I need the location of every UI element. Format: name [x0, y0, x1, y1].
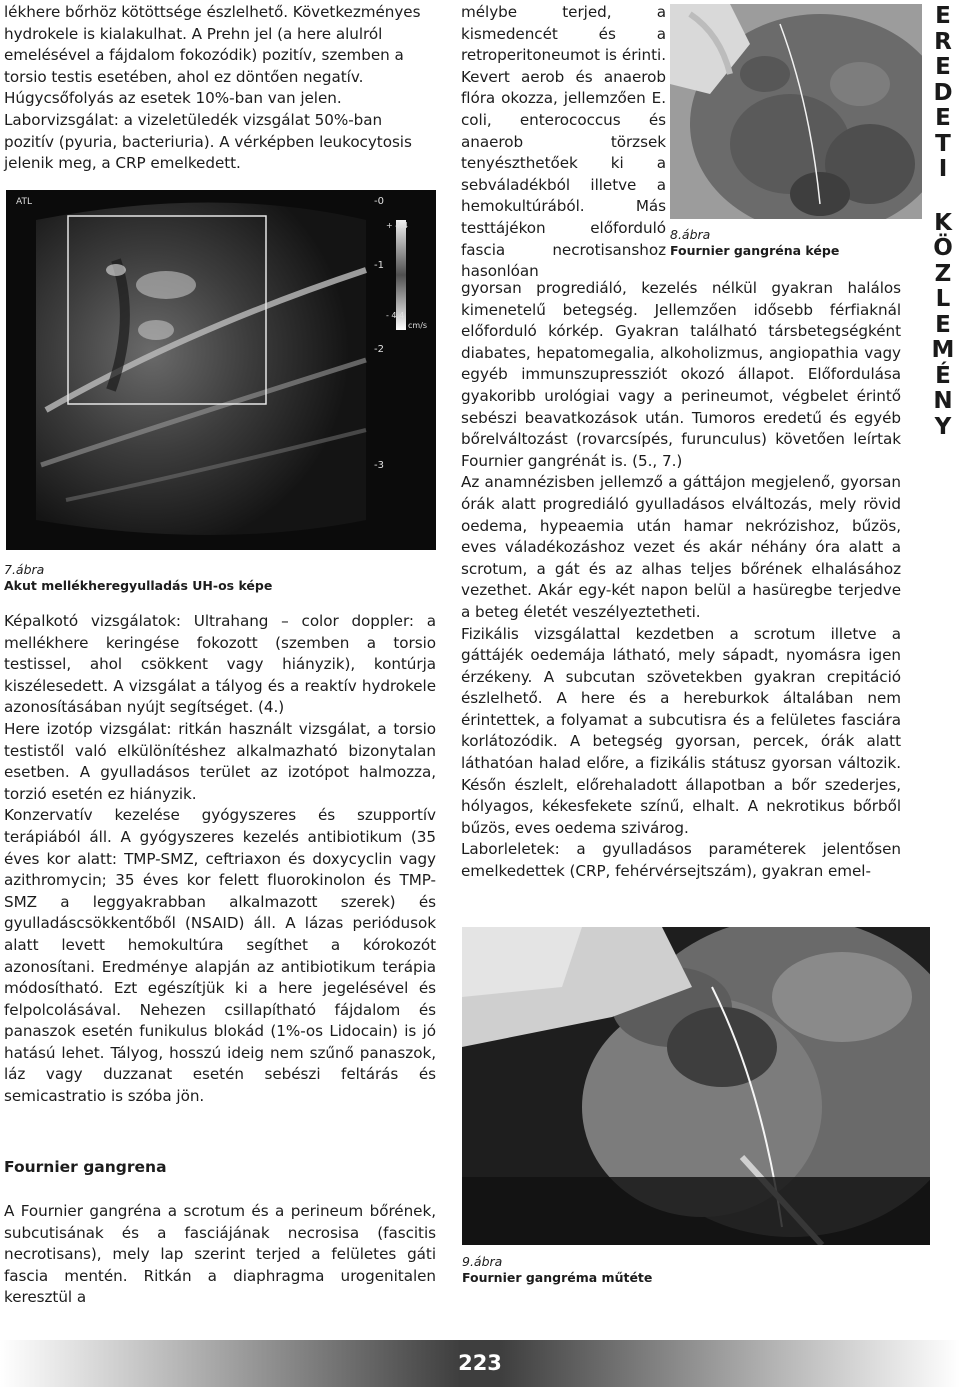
intro-paragraph: lékhere bőrhöz kötöttsége észlelhető. Következményes hydrokele is kialakulhat. A Prehn jel (a here alulról emelésével a fájdalom fokozódik) pozitív, szemben a torsio testis esetében, ahol ez döntően negatív. Húgycsőfolyás az esetek 10%-ban van jelen. — [4, 3, 421, 108]
ultrasound-image — [6, 190, 436, 550]
treatment-paragraph: Konzervatív kezelése gyógyszeres és szupportív terápiából áll. A gyógyszeres kezelés antibiotikum (35 éves kor alatt: TMP-SMZ, ceftriaxon és doxycyclin vagy azithromycin; 35 éves kor felett fluorokinolon és TMP-SMZ a leggyakrabban alkalmazott szerek) és gyulladáscsökkentőből (NSAID) áll. A lázas periódusok alatt levett hemokultúra segíthet a kórokozót azonosítani. Eredménye alapján az antibiotikum terápia módosítható. Ezt egészítjük ki a here jegelésével és felpolcolásával. Nehezen csillapítható fájdalom és panaszok esetén funikulus blokád (1%-os Lidocain) is jó hatású lehet. Tályog, hosszú ideig nem szűnő panaszok, láz vagy duzzanat esetén sebészi feltárás és semicastratio is szóba jön. — [4, 806, 436, 1106]
svg-text:-2: -2 — [374, 344, 384, 355]
ultrasound-brand: ATL — [16, 197, 32, 207]
svg-text:cm/s: cm/s — [408, 321, 428, 330]
fullwidth-continuation-paragraph: gyorsan progrediáló, kezelés nélkül gyakran halálos kimenetelű betegség. Jellemzően idősebb férfiaknál előforduló kórkép. Gyakran található társbetegségként diabates, hepatomegalia, alkoholizmus, angiopathia vagy egyéb immunszupressziót okozó állapot. Előfordulása gyakoribb urológiai vagy a perineumot, végbelet érintő sebészi beavatkozások után. Tumoros eredetű és egyéb bőrelváltozást (rovarcsípés, furunculus) követően leírtak Fournier gangrénát is. (5., 7.) — [461, 279, 901, 470]
lab-paragraph: Laborvizsgálat: a vizeletüledék vizsgálat 50%-ban pozitív (pyuria, bacteriuria). A vérképben leukocytosis jelenik meg, a CRP emelkedett. — [4, 110, 412, 173]
figure9-title: Fournier gangréma műtéte — [462, 1270, 653, 1285]
isotope-paragraph: Here izotóp vizsgálat: ritkán használt vizsgálat, a torsio testistől való elkülönítéshez alkalmazható bizonytalan esetben. A gyulladásos terület az izotópot halmozza, torzió esetén ez hiányzik. — [4, 719, 436, 803]
page-number: 223 — [458, 1351, 502, 1375]
fournier-surgery-photo — [462, 927, 930, 1245]
svg-text:-0: -0 — [374, 196, 384, 207]
ultrasound-figure — [6, 190, 436, 550]
right-column-full — [461, 278, 901, 883]
left-column-lower — [4, 611, 436, 1108]
figure7-title: Akut mellékheregyulladás UH-os képe — [4, 578, 273, 593]
fournier-heading: Fournier gangrena — [4, 1158, 167, 1176]
fournier-intro-paragraph: A Fournier gangréna a scrotum és a perineum bőrének, subcutisának és a fasciájának necrosisa (fascitis necrotisans), mely lap szerint terjed a felületes gáti fascia mentén. Ritkán a diaphragma urogenitalen keresztül a — [4, 1202, 436, 1307]
fournier-gangrene-photo — [670, 4, 922, 219]
svg-text:- 4.4: - 4.4 — [386, 311, 405, 320]
figure8-number: 8.ábra — [670, 227, 711, 242]
figure7-caption — [4, 562, 436, 594]
figure8-caption — [670, 227, 920, 259]
vertical-section-title: E R E D E T I K Ö Z L E M É N Y — [931, 3, 955, 440]
figure9-caption — [462, 1254, 762, 1286]
anamnesis-paragraph: Az anamnézisben jellemző a gáttájon megjelenő, gyorsan órák alatt progrediáló gyulladásos elváltozás, mely rövid oedema, hypeaemia után hamar nekrózishoz, bűzös, eves váladékozáshoz vezet és akár néhány óra alatt a scrotum, a gát és az alhas teljes bőrének elhalásához vezethet. Akár egy-két napon belül a hasüregbe terjedve a beteg életét veszélyeztetheti. — [461, 473, 901, 621]
figure9-number: 9.ábra — [462, 1254, 503, 1269]
figure8-title: Fournier gangréna képe — [670, 243, 840, 258]
lab-results-paragraph: Laborleletek: a gyulladásos paraméterek jelentősen emelkedettek (CRP, fehérvérsejtszám), gyakran emel- — [461, 840, 901, 881]
svg-text:-1: -1 — [374, 260, 384, 271]
continuation-paragraph: mélybe terjed, a kismedencét és a retroperitoneumot is érinti. Kevert aerob és anaerob flóra okozza, jellemzően E. coli, enterococcus és anaerob törzsek tenyészthetőek ki a sebváladékból illetve a hemokultúrából. Más testtájékon előforduló fascia necrotisanshoz hasonlóan — [461, 3, 666, 281]
figure7-number: 7.ábra — [4, 562, 45, 577]
left-column — [4, 2, 436, 175]
physical-exam-paragraph: Fizikális vizsgálattal kezdetben a scrotum illetve a gáttájék oedemája látható, mely sápadt, nyomásra igen érzékeny. A subcutan szövetekben gyakran crepitáció észlelhető. A here és a hereburkok általában nem érintettek, a folyamat a subcutisra és a felületes fasciára korlátozódik. A betegség gyorsan, percek, órák alatt láthatóan halad előre, a fizikális státusz gyorsan változik. Későn észlelt, előrehaladott állapotban a bőr szederjes, hólyagos, kékesfekete színű, elhalt. A nekrotikus bőrből bűzös, eves oedema szivárog. — [461, 624, 901, 837]
imaging-paragraph: Képalkotó vizsgálatok: Ultrahang – color doppler: a mellékhere keringése fokozott (szemben a torsio testissel, ahol csökkent vagy hiányzik), kontúrja kiszélesedett. A vizsgálat a tályog és a reaktív hydrokele azonosításában nyújt segítséget. (4.) — [4, 612, 436, 717]
svg-text:-3: -3 — [374, 460, 384, 471]
right-column-narrow — [461, 2, 666, 283]
svg-text:+ 4.4: + 4.4 — [386, 221, 408, 230]
